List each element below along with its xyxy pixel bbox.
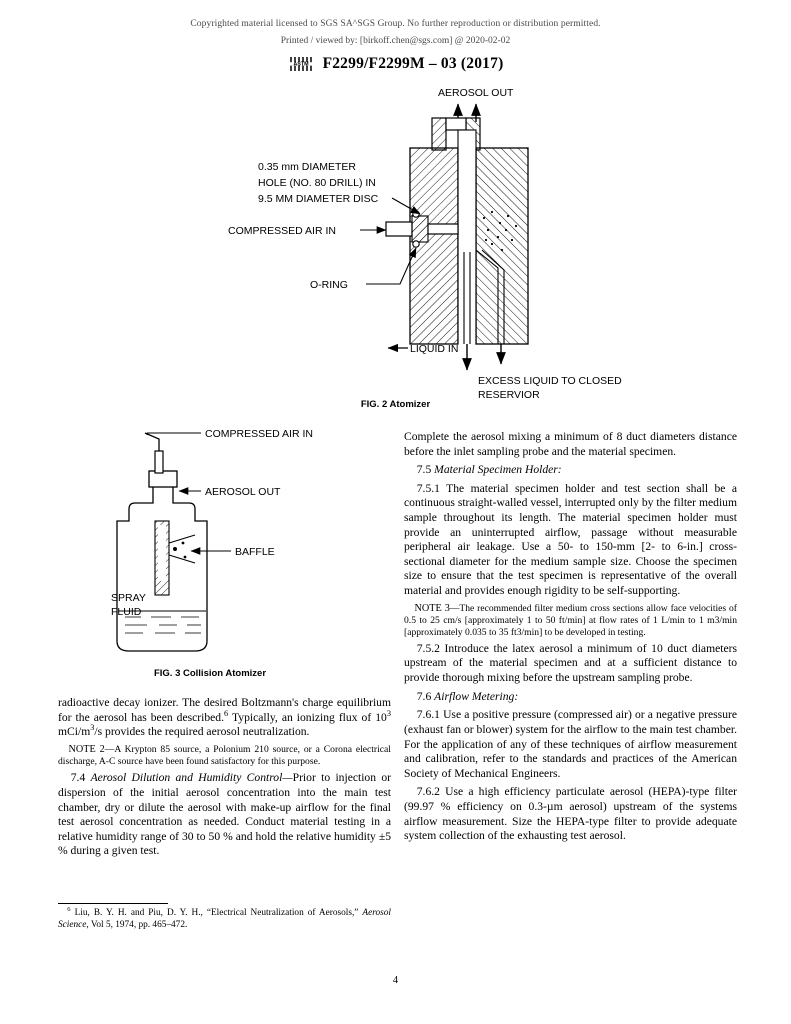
section-7-6: 7.6 Airflow Metering: <box>416 689 519 703</box>
section-7-4: 7.4 Aerosol Dilution and Humidity Control—Prior to injection or dispersion of the initial aerosol concentration into the main test chamber, dry or dilute the aerosol with make-up airflow for the final test aerosol concentration as needed. Conduct material testing in a relative humidity range of 30 to 50 % and hold the relative humidity ±5 % during a given test. <box>58 771 391 858</box>
fig3-label-spray: SPRAY <box>111 592 146 604</box>
fig2-label-excess-1: EXCESS LIQUID TO CLOSED <box>478 375 622 387</box>
astm-logo-icon <box>288 55 314 73</box>
fig2-label-o-ring: O-RING <box>310 279 348 291</box>
fig2-label-liquid-in: LIQUID IN <box>410 343 459 355</box>
fig2-label-excess-2: RESERVIOR <box>478 389 540 401</box>
figure-2-atomizer <box>180 82 780 412</box>
fig2-label-compressed-air-in: COMPRESSED AIR IN <box>228 225 336 237</box>
fig3-label-compressed-air-in: COMPRESSED AIR IN <box>205 428 313 440</box>
section-7-6-1: 7.6.1 Use a positive pressure (compressed air) or a negative pressure (exhaust fan or blower) system for the airflow to the main test chamber. For the application of any of these techniques of airflow measurement and calibration, refer to the standards and practices of the American Society of Mechanical Engineers. <box>404 708 737 780</box>
right-text-column <box>404 430 737 848</box>
section-7-6-2: 7.6.2 Use a high efficiency particulate aerosol (HEPA)-type filter (99.97 % efficiency on 0.3-µm aerosol) upstream of the systems airflow measurement. Size the HEPA-type filter to provide adequate system collection of the exhausting test aerosol. <box>404 785 737 843</box>
fig2-label-aerosol-out: AEROSOL OUT <box>438 87 514 99</box>
svg-text:ASTM: ASTM <box>292 61 309 68</box>
left-text-column <box>58 696 391 863</box>
section-7-5-2: 7.5.2 Introduce the latex aerosol a minimum of 10 duct diameters upstream of the material specimen and at a sufficient distance to provide thorough mixing before the upstream sampling probe. <box>404 641 737 685</box>
fig2-label-hole-2: HOLE (NO. 80 DRILL) IN <box>258 177 376 189</box>
fig2-label-hole-3: 9.5 MM DIAMETER DISC <box>258 193 379 205</box>
figure-2-caption: FIG. 2 Atomizer <box>360 399 431 410</box>
page-number: 4 <box>392 975 399 986</box>
fig3-label-aerosol-out: AEROSOL OUT <box>205 486 281 498</box>
fig3-label-fluid: FLUID <box>111 606 142 618</box>
printed-by-notice: Printed / viewed by: [birkoff.chen@sgs.com] @ 2020-02-02 <box>280 36 511 46</box>
fig2-label-hole-1: 0.35 mm DIAMETER <box>258 161 357 173</box>
figure-3-collision-atomizer <box>55 425 385 665</box>
copyright-notice: Copyrighted material licensed to SGS SA^SGS Group. No further reproduction or distribution permitted. <box>190 19 601 29</box>
section-7-5: 7.5 Material Specimen Holder: <box>416 463 562 477</box>
paragraph-radioactive: radioactive decay ionizer. The desired Boltzmann's charge equilibrium for the aerosol has been described.$^6$ Typically, an ionizing flux of $10^3$ mCi/$m^3/s$ provides the required aerosol neutralization. <box>58 696 391 739</box>
document-designation: F2299/F2299M – 03 (2017) <box>322 55 504 72</box>
figure-3-caption: FIG. 3 Collision Atomizer <box>153 668 267 679</box>
section-7-5-1: 7.5.1 The material specimen holder and test section shall be a continuous straight-walled vessel, interrupted only by the filter medium sample throughout its length. The material specimen holder must provide an uninterrupted airflow, passage without measurable peripheral air leakage. Use a 50- to 150-mm [2- to 6-in.] cross-sectional diameter for the medium sample size. Choose the specimen size to ensure that the test specimen is representative of the overall material and provides enough rigidity to be self-supporting. <box>404 481 737 598</box>
note-2: NOTE 2—A Krypton 85 source, a Polonium 210 source, or a Corona electrical discharge, A-C source have been found satisfactory for this purpose. <box>58 743 391 768</box>
note-3: NOTE 3—The recommended filter medium cross sections allow face velocities of 0.5 to 25 cm/s [approximately 1 to 50 ft/min] at flow rates of 1 L/min to 1 m3/min [approximately 0.035 to 35 ft3/min] to be developed in testing. <box>404 602 737 638</box>
paragraph-complete-mixing: Complete the aerosol mixing a minimum of 8 duct diameters distance before the inlet sampling probe and the material specimen. <box>404 430 737 458</box>
footnote-6: $^6$ Liu, B. Y. H. and Piu, D. Y. H., “Electrical Neutralization of Aerosols,” Aerosol Science, Vol 5, 1974, pp. 465–472. <box>58 905 391 930</box>
footnote-divider <box>58 903 168 904</box>
document-header <box>0 55 791 73</box>
fig3-label-baffle: BAFFLE <box>235 546 275 558</box>
